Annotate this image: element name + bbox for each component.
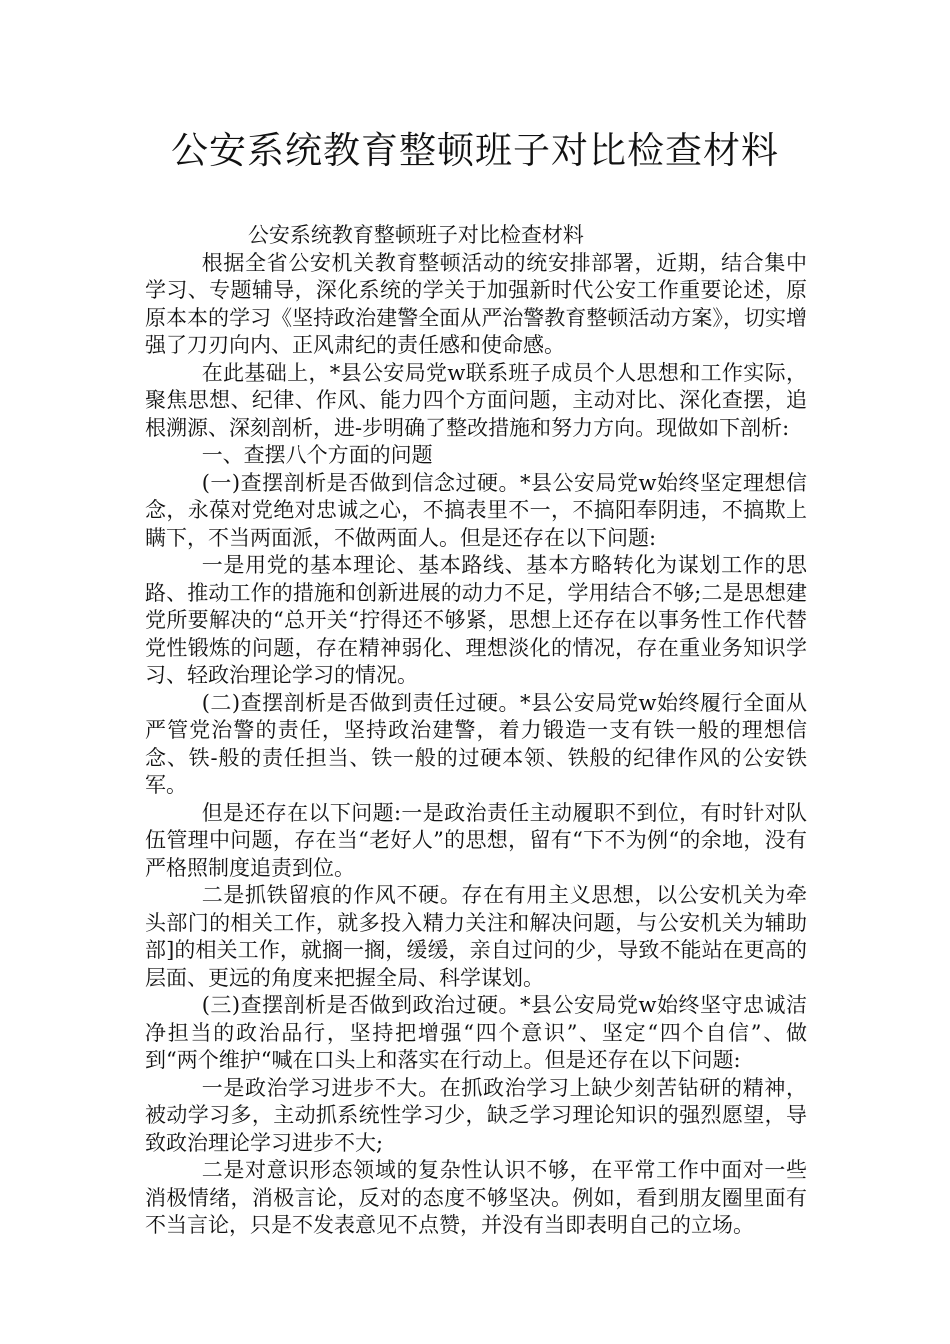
paragraph-belief-issues: 一是用党的基本理论、基本路线、基本方略转化为谋划工作的思路、推动工作的措施和创新进展的动力不足，学用结合不够;二是思想建党所要解决的“总开关“拧得还不够紧，思想上还存在以事务性工作代替党性锻炼的问题，存在精神弱化、理想淡化的情况，存在重业务知识学习、轻政治理论学习的情况。: [145, 553, 807, 687]
paragraph-work-style: 二是抓铁留痕的作风不硬。存在有用主义思想，以公安机关为牵头部门的相关工作，就多投入精力关注和解决问题，与公安机关为辅助部]的相关工作，就搁一搁，缓缓，亲自过问的少，导致不能站在更高的层面、更远的角度来把握全局、科学谋划。: [145, 883, 807, 990]
paragraph-responsibility-issues: 但是还存在以下问题:一是政治责任主动履职不到位，有时针对队伍管理中问题，存在当“老好人”的思想，留有“下不为例“的余地，没有严格照制度追责到位。: [145, 800, 807, 880]
document-body: [145, 222, 807, 1240]
section-heading-1: 一、查摆八个方面的问题: [201, 443, 433, 467]
document-title: 公安系统教育整顿班子对比检查材料: [171, 129, 779, 172]
paragraph-belief: (一)查摆剖析是否做到信念过硬。*县公安局党w始终坚定理想信念，永葆对党绝对忠诚之心，不搞表里不一，不搞阳奉阴违，不搞欺上瞒下，不当两面派，不做两面人。但是还存在以下问题:: [145, 470, 807, 550]
document-subtitle: 公安系统教育整顿班子对比检查材料: [247, 223, 584, 247]
paragraph-politics-issue-2: 二是对意识形态领域的复杂性认识不够，在平常工作中面对一些消极情绪，消极言论，反对的态度不够坚决。例如，看到朋友圈里面有不当言论，只是不发表意见不点赞，并没有当即表明自己的立场。: [145, 1158, 807, 1237]
paragraph-politics-issue-1: 一是政治学习进步不大。在抓政治学习上缺少刻苦钻研的精神，被动学习多，主动抓系统性学习少，缺乏学习理论知识的强烈愿望，导致政治理论学习进步不大;: [145, 1075, 807, 1155]
paragraph-basis: 在此基础上，*县公安局党w联系班子成员个人思想和工作实际，聚焦思想、纪律、作风、能力四个方面问题，主动对比、深化查摆，追根溯源、深刻剖析，进-步明确了整改措施和努力方向。现做如下剖析:: [145, 360, 807, 440]
paragraph-intro: 根据全省公安机关教育整顿活动的统安排部署，近期，结合集中学习、专题辅导，深化系统的学关于加强新时代公安工作重要论述，原原本本的学习《坚持政治建警全面从严治警教育整顿活动方案》，切实增强了刀刃向内、正风肃纪的责任感和使命感。: [145, 250, 807, 357]
paragraph-politics: (三)查摆剖析是否做到政治过硬。*县公安局党w始终坚守忠诚洁净担当的政治品行，坚持把增强“四个意识”、坚定“四个自信”、做到“两个维护“喊在口头上和落实在行动上。但是还存在以下问题:: [145, 993, 807, 1072]
paragraph-responsibility: (二)查摆剖析是否做到责任过硬。*县公安局党w始终履行全面从严管党治警的责任，坚持政治建警，着力锻造一支有铁一般的理想信念、铁-般的责任担当、铁一般的过硬本领、铁般的纪律作风的公安铁军。: [145, 690, 807, 797]
